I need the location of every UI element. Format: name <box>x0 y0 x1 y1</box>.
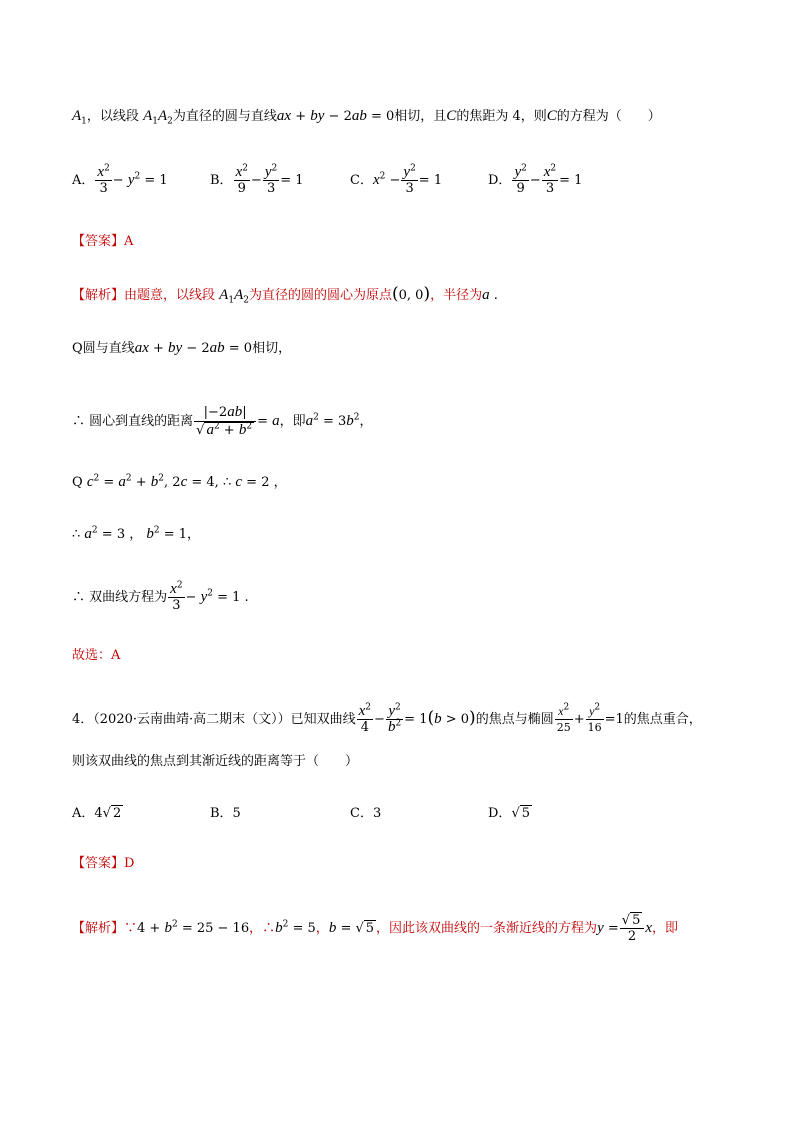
analysis-line-6: ∴ 双曲线方程为 $\frac{x^2}{3}$ − $y^2 = 1$ . <box>72 580 249 613</box>
question-4-options <box>72 804 532 824</box>
q4-option-d: D．√ 5 <box>488 806 531 821</box>
q4-option-b: B．5 <box>210 806 241 821</box>
answer-q4: 【答案】D <box>72 856 135 871</box>
math-a1: A <box>72 108 82 124</box>
answer-value: A <box>124 234 134 249</box>
q4-option-a: A．4√ 2 <box>72 806 122 821</box>
stem-text-1: ，以线段 <box>86 109 139 124</box>
analysis-line-1: 【解析】由题意，以线段 $A_1A_2$为直径的圆的圆心为原点(0, 0)，半径为a . <box>72 284 498 306</box>
option-d: D． $\frac{y^2}{9}$ − $\frac{x^2}{3}$ = 1 <box>488 163 583 196</box>
stem-text-2: 为直径的圆与直线 <box>172 109 277 124</box>
question-3-stem: $A_1$，以线段 $A_1A_2$为直径的圆与直线ax + by − 2ab = 0相切，且C的焦距为 4，则C的方程为（ ） <box>72 108 661 127</box>
question-4-stem-line-2: 则该双曲线的焦点到其渐近线的距离等于（ ） <box>72 754 359 769</box>
answer-tag: 【答案】 <box>72 234 125 249</box>
analysis-line-3: ∴ 圆心到直线的距离 $\frac{|-2ab|}{√ a^2 + b^2}$ = a，即$a^2 = 3b^2$， <box>72 404 373 438</box>
option-b: B． $\frac{x^2}{9}$ − $\frac{y^2}{3}$ = 1 <box>210 163 304 196</box>
analysis-line-4: Q $c^2 = a^2 + b^2$, 2c = 4, ∴ c = 2 ， <box>72 473 287 490</box>
question-4-stem: 4．（2020·云南曲靖·高二期末（文））已知双曲线 $\frac{x^2}{4}$ − $\frac{y^2}{b^2}$ = 1(b > 0)的焦点与椭圆 $\frac{x^2}{25}$ + $\frac{y^2}{16}$ =1的焦点重合， <box>72 702 702 735</box>
option-c: C．$x^2$ − $\frac{y^2}{3}$ = 1 <box>350 163 443 196</box>
math-a1a2: A <box>143 108 153 124</box>
answer-q3 <box>72 232 133 252</box>
choose-q3: 故选：A <box>72 648 121 663</box>
analysis-line-5: ∴ $a^2 = 3$ ， $b^2 = 1$， <box>72 525 201 542</box>
option-a: A． $\frac{x^2}{3}$ − $y^2 = 1$ <box>72 163 168 196</box>
stem-text-5: 的方程为（ ） <box>556 109 661 124</box>
q4-option-c: C．3 <box>350 806 382 821</box>
stem-text-3: 相切，且 <box>394 109 447 124</box>
analysis-tag: 【解析】 <box>72 288 125 303</box>
analysis-line-2: Q圆与直线ax + by − 2ab = 0相切， <box>72 340 292 356</box>
distance-fraction: $\frac{|-2ab|}{√ a^2 + b^2}$ <box>194 404 256 439</box>
question-3-options <box>72 165 582 196</box>
math-line-eq: ax <box>276 108 292 124</box>
stem-text-4: 的焦距为 4，则 <box>456 109 547 124</box>
analysis-q4: 【解析】∵4 + $b^2 = 25 - 16$，$\therefore b^2 = 5$，b = √ 5 ，因此该双曲线的一条渐近线的方程为y = $\frac{√ 5}{2}$ x，即 <box>72 913 679 944</box>
